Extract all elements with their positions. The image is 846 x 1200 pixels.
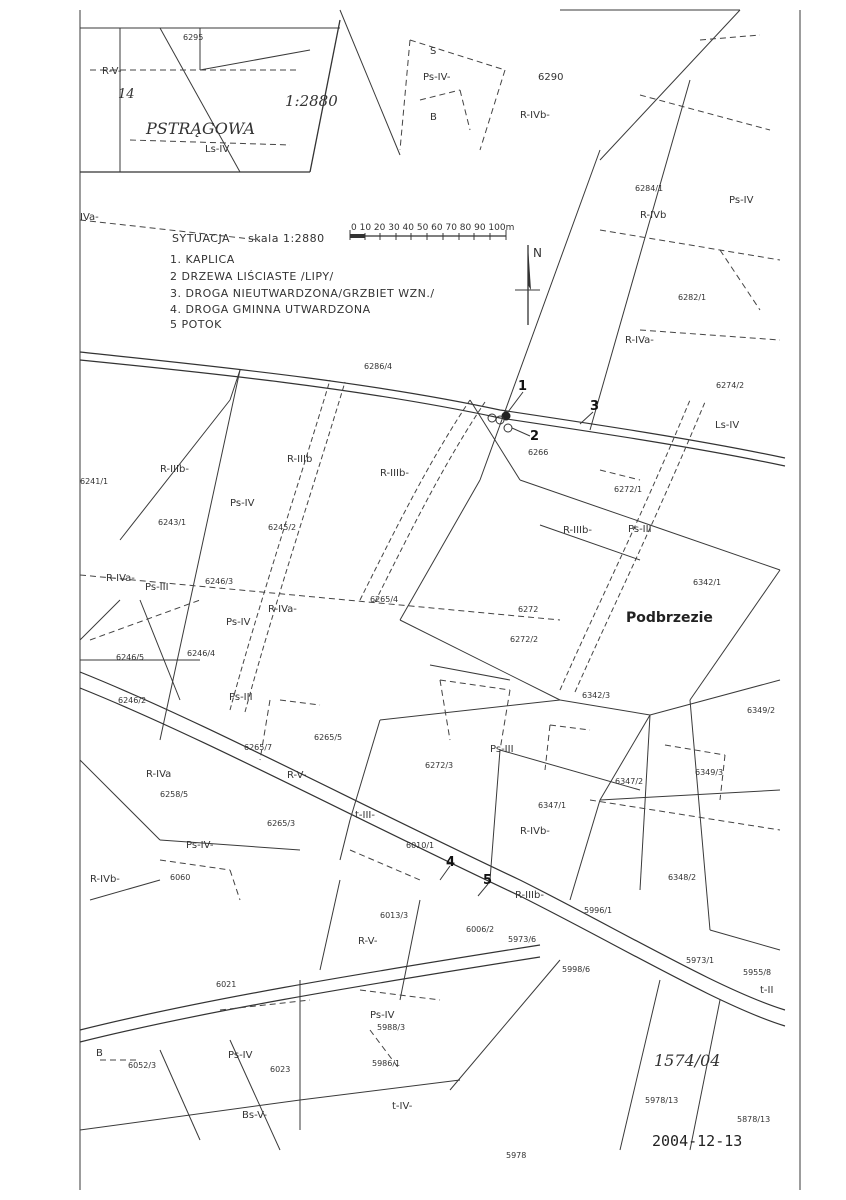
parcel-label: 6282/1 xyxy=(678,293,707,302)
land-use-label: R-IVb- xyxy=(90,874,120,885)
land-use-label: IVa- xyxy=(80,212,99,223)
land-use-label: R-IIIb xyxy=(287,454,313,465)
parcel-label: 6272/2 xyxy=(510,635,539,644)
legend-item-1: 1. KAPLICA xyxy=(170,253,235,266)
parcel-label: 6245/2 xyxy=(268,523,297,532)
inset-sheet-number: 14 xyxy=(118,87,135,102)
parcel-label: 5988/3 xyxy=(377,1023,406,1032)
parcel-label: 5955/8 xyxy=(743,968,772,977)
land-use-label: B xyxy=(96,1048,103,1059)
parcel-label: 6349/2 xyxy=(747,706,776,715)
parcel-label: 6023 xyxy=(270,1065,291,1074)
marker-5: 5 xyxy=(483,873,493,888)
land-use-label: Ls-IV xyxy=(715,420,740,431)
land-use-label: R-IVb- xyxy=(520,110,550,121)
land-use-label: t-II xyxy=(760,985,774,996)
parcel-label: 6006/2 xyxy=(466,925,495,934)
parcel-label: 6266 xyxy=(528,448,549,457)
land-use-label: R-IVa- xyxy=(625,335,654,346)
land-use-label: Ps-IV- xyxy=(423,72,451,83)
inset-scale-note: 1:2880 xyxy=(285,92,338,110)
land-use-label: Ls-IV xyxy=(205,144,230,155)
land-use-label: S xyxy=(430,46,437,57)
land-use-label: R-V- xyxy=(287,770,307,781)
parcel-label: 5978 xyxy=(506,1151,527,1160)
chapel-symbol xyxy=(502,412,511,421)
marker-leaders xyxy=(440,392,593,896)
marker-4: 4 xyxy=(446,855,456,870)
parcel-label: 6272/1 xyxy=(614,485,643,494)
legend-block xyxy=(170,223,514,331)
parcel-label: 5996/1 xyxy=(584,906,613,915)
parcel-label: 6272/3 xyxy=(425,761,454,770)
scale-bar-labels: 0 10 20 30 40 50 60 70 80 90 100m xyxy=(351,223,515,233)
parcel-label: 5973/1 xyxy=(686,956,715,965)
parcel-label: 6246/3 xyxy=(205,577,234,586)
land-use-label: R-IVa xyxy=(146,769,172,780)
legend-item-4: 4. DROGA GMINNA UTWARDZONA xyxy=(170,303,371,316)
parcel-label: 6284/1 xyxy=(635,184,664,193)
parcel-label: 5998/6 xyxy=(562,965,591,974)
parcel-label: 6241/1 xyxy=(80,477,109,486)
land-use-label: R-IIIb- xyxy=(515,890,544,901)
land-use-label: Ps-IV- xyxy=(186,840,214,851)
parcel-label: 5878/13 xyxy=(737,1115,771,1124)
marker-3: 3 xyxy=(590,399,600,414)
marker-1: 1 xyxy=(518,379,528,394)
land-use-label: Ps-IV xyxy=(228,1050,253,1061)
parcel-label: 6246/5 xyxy=(116,653,145,662)
parcel-numbers xyxy=(80,33,775,1160)
land-use-label: Ps-IV xyxy=(729,195,754,206)
land-use-label: Bs-V- xyxy=(242,1110,267,1121)
feature-markers xyxy=(446,379,599,888)
parcel-label: 6052/3 xyxy=(128,1061,157,1070)
parcel-label: 6013/3 xyxy=(380,911,409,920)
parcel-label: 6243/1 xyxy=(158,518,187,527)
land-use-label: R-IVb xyxy=(640,210,667,221)
land-use-label: R-IVa- xyxy=(106,573,135,584)
land-use-label: R-IIIb- xyxy=(160,464,189,475)
land-use-label: R-V- xyxy=(102,66,122,77)
land-use-label: Ps-III xyxy=(145,582,169,593)
parcel-label: 6342/3 xyxy=(582,691,611,700)
parcel-label: 6342/1 xyxy=(693,578,722,587)
land-use-label: R-IVb- xyxy=(520,826,550,837)
parcel-label: 6265/5 xyxy=(314,733,343,742)
land-use-label: R-IIIb- xyxy=(563,525,592,536)
parcel-label: 6258/5 xyxy=(160,790,189,799)
place-name: Podbrzezie xyxy=(626,610,713,626)
north-arrow xyxy=(515,245,542,325)
inset-place-name: PSTRĄGOWA xyxy=(146,119,256,138)
land-use-label: t-IV- xyxy=(392,1101,413,1112)
parcel-label: 6246/4 xyxy=(187,649,216,658)
parcel-label: 6290 xyxy=(538,72,564,83)
parcel-label: 5973/6 xyxy=(508,935,537,944)
date-stamp: 2004-12-13 xyxy=(652,1132,743,1150)
land-use-label: Ps-III xyxy=(628,524,652,535)
parcel-label: 6349/3 xyxy=(695,768,724,777)
parcel-label: 6021 xyxy=(216,980,237,989)
marker-2: 2 xyxy=(530,429,540,444)
land-use-label: Ps-IV xyxy=(230,498,255,509)
parcel-label: 6265/4 xyxy=(370,595,399,604)
handwritten-header xyxy=(118,87,338,138)
parcel-label: 6272 xyxy=(518,605,539,614)
parcel-label: 6265/7 xyxy=(244,743,273,752)
legend-item-3: 3. DROGA NIEUTWARDZONA/GRZBIET WZN./ xyxy=(170,287,435,300)
land-use-label: Ps-IV xyxy=(370,1010,395,1021)
parcel-label: 6286/4 xyxy=(364,362,393,371)
land-use-label: Ps-III xyxy=(229,692,253,703)
scale-caption: skala 1:2880 xyxy=(248,232,325,245)
parcel-label: 6348/2 xyxy=(668,873,697,882)
parcel-label: 6060 xyxy=(170,873,191,882)
situacja-title: SYTUACJA xyxy=(172,232,231,245)
handwritten-reference: 1574/04 xyxy=(654,1051,721,1070)
legend-item-5: 5 POTOK xyxy=(170,318,222,331)
land-use-label: t-III- xyxy=(355,810,375,821)
parcel-label: 6347/2 xyxy=(615,777,644,786)
parcel-label: 6010/1 xyxy=(406,841,435,850)
parcel-label: 5978/13 xyxy=(645,1096,679,1105)
land-use-labels xyxy=(80,46,776,1121)
land-use-label: R-IIIb- xyxy=(380,468,409,479)
north-label: N xyxy=(533,246,542,260)
parcel-label: 6347/1 xyxy=(538,801,567,810)
parcel-label: 6295 xyxy=(183,33,204,42)
parcel-label: 5986/1 xyxy=(372,1059,401,1068)
land-use-label: Ps-III xyxy=(490,744,514,755)
legend-item-2: 2 DRZEWA LIŚCIASTE /LIPY/ xyxy=(170,270,334,283)
parcel-label: 6265/3 xyxy=(267,819,296,828)
land-use-label: R-IVa- xyxy=(268,604,297,615)
land-use-label: R-V- xyxy=(358,936,378,947)
land-use-label: B xyxy=(430,112,437,123)
parcel-label: 6274/2 xyxy=(716,381,745,390)
parcel-label: 6246/2 xyxy=(118,696,147,705)
land-use-label: Ps-IV xyxy=(226,617,251,628)
